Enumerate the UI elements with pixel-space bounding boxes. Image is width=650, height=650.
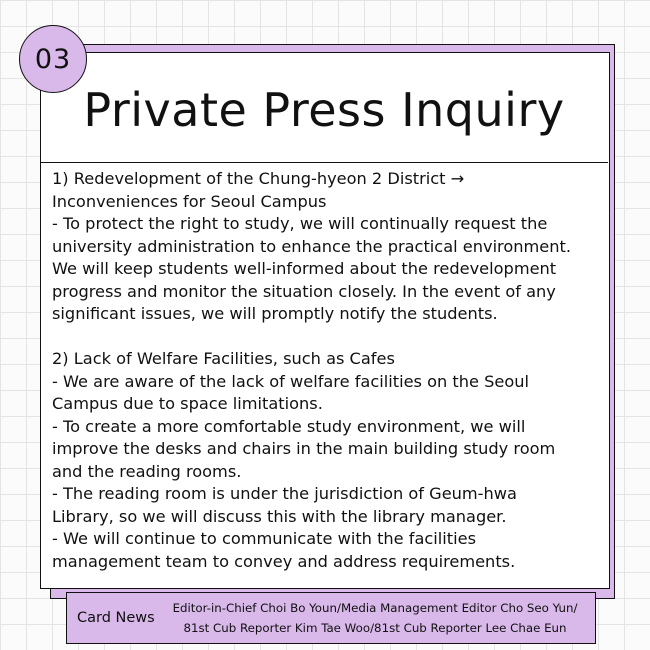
footer-bar [66, 592, 596, 644]
body-line: - The reading room is under the jurisdiction of Geum-hwa [52, 484, 517, 503]
body-line: - We are aware of the lack of welfare facilities on the Seoul [52, 371, 530, 391]
body-line: progress and monitor the situation closely. In the event of any [52, 281, 556, 301]
body-line: 1) Redevelopment of the Chung-hyeon 2 District → [52, 169, 465, 188]
paragraph-gap [52, 326, 600, 349]
number-badge: 03 [19, 25, 87, 93]
footer-credits [161, 598, 595, 638]
body-line: Inconveniences for Seoul Campus [52, 191, 327, 211]
body-text [52, 168, 600, 573]
body-line: We will keep students well-informed about the redevelopment [52, 259, 557, 278]
body-line: 2) Lack of Welfare Facilities, such as Cafes [52, 349, 395, 368]
body-line: Campus due to space limitations. [52, 394, 323, 413]
body-line: significant issues, we will promptly notify the students. [52, 304, 498, 323]
body-line: - We will continue to communicate with the facilities [52, 529, 477, 548]
body-line: improve the desks and chairs in the main building study room [52, 439, 556, 458]
body-line: management team to convey and address requirements. [52, 551, 516, 571]
body-line: - To create a more comfortable study environment, we will [52, 416, 526, 436]
credits-line-1: Editor-in-Chief Choi Bo Youn/Media Management Editor Cho Seo Yun/ [172, 601, 578, 615]
title-area [40, 52, 608, 163]
body-line: and the reading rooms. [52, 461, 242, 481]
body-line: - To protect the right to study, we will continually request the [52, 214, 548, 233]
body-line: university administration to enhance the practical environment. [52, 236, 572, 256]
credits-line-2: 81st Cub Reporter Kim Tae Woo/81st Cub Reporter Lee Chae Eun [183, 621, 567, 635]
body-line: Library, so we will discuss this with the library manager. [52, 506, 507, 526]
footer-label: Card News [77, 610, 155, 626]
page-title: Private Press Inquiry [83, 83, 565, 137]
